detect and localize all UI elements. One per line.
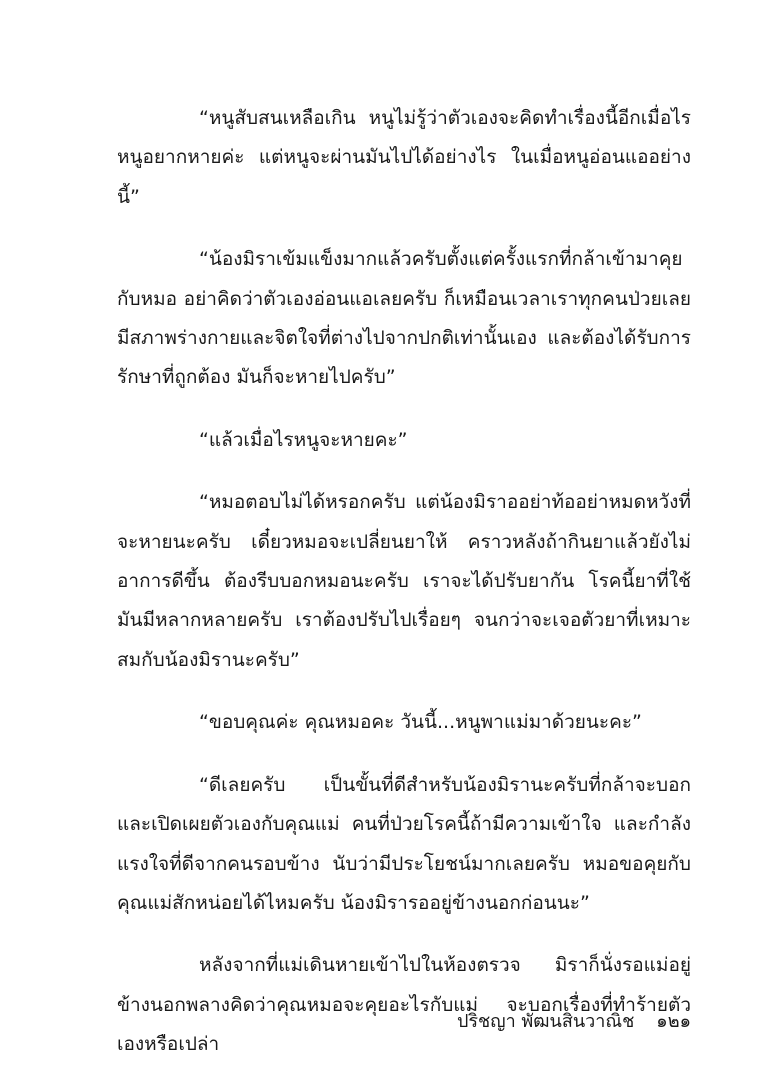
paragraph: หลังจากที่แม่เดินหายเข้าไปในห้องตรวจ มิราก็นั่งรอแม่อยู่ข้างนอกพลางคิดว่าคุณหมอจะคุยอะไรกับแม่ จะบอกเรื่องที่ทำร้ายตัวเองหรือเปล่า [117, 954, 691, 1056]
paragraph: “ขอบคุณค่ะ คุณหมอคะ วันนี้...หนูพาแม่มาด้วยนะคะ” [199, 711, 642, 734]
author-name: ปริชญา พัฒนสินวาณิช [456, 1011, 635, 1032]
page-footer [117, 1008, 691, 1036]
paragraph: “ดีเลยครับ เป็นขั้นที่ดีสำหรับน้องมิรานะครับที่กล้าจะบอกและเปิดเผยตัวเองกับคุณแม่ คนที่ป่วยโรคนี้ถ้ามีความเข้าใจ และกำลังแรงใจที่ดีจากคนรอบข้าง นับว่ามีประโยชน์มากเลยครับ หมอขอคุยกับคุณแม่สักหน่อยได้ไหมครับ น้องมิรารออยู่ข้างนอกก่อนนะ” [117, 773, 691, 914]
page-number: ๑๒๑ [656, 1011, 691, 1032]
paragraph: “แล้วเมื่อไรหนูจะหายคะ” [199, 428, 408, 451]
paragraph: “หนูสับสนเหลือเกิน หนูไม่รู้ว่าตัวเองจะคิดทำเรื่องนี้อีกเมื่อไร หนูอยากหายค่ะ แต่หนูจะผ่านมันไปได้อย่างไร ในเมื่อหนูอ่อนแออย่างนี้” [117, 107, 691, 208]
paragraph: “หมอตอบไม่ได้หรอกครับ แต่น้องมิราออย่าท้ออย่าหมดหวังที่จะหายนะครับ เดี๋ยวหมอจะเปลี่ยนยาให้ คราวหลังถ้ากินยาแล้วยังไม่อาการดีขึ้น ต้องรีบบอกหมอนะครับ เราจะได้ปรับยากัน โรคนี้ยาที่ใช้มันมีหลากหลายครับ เราต้องปรับไปเรื่อยๆ จนกว่าจะเจอตัวยาที่เหมาะสมกับน้องมิรานะครับ” [117, 491, 691, 671]
paragraph: “น้องมิราเข้มแข็งมากแล้วครับตั้งแต่ครั้งแรกที่กล้าเข้ามาคุยกับหมอ อย่าคิดว่าตัวเองอ่อนแอเลยครับ ก็เหมือนเวลาเราทุกคนป่วยเลยมีสภาพร่างกายและจิตใจที่ต่างไปจากปกติเท่านั้นเอง และต้องได้รับการรักษาที่ถูกต้อง มันก็จะหายไปครับ” [117, 248, 691, 389]
body-text [117, 99, 691, 1088]
